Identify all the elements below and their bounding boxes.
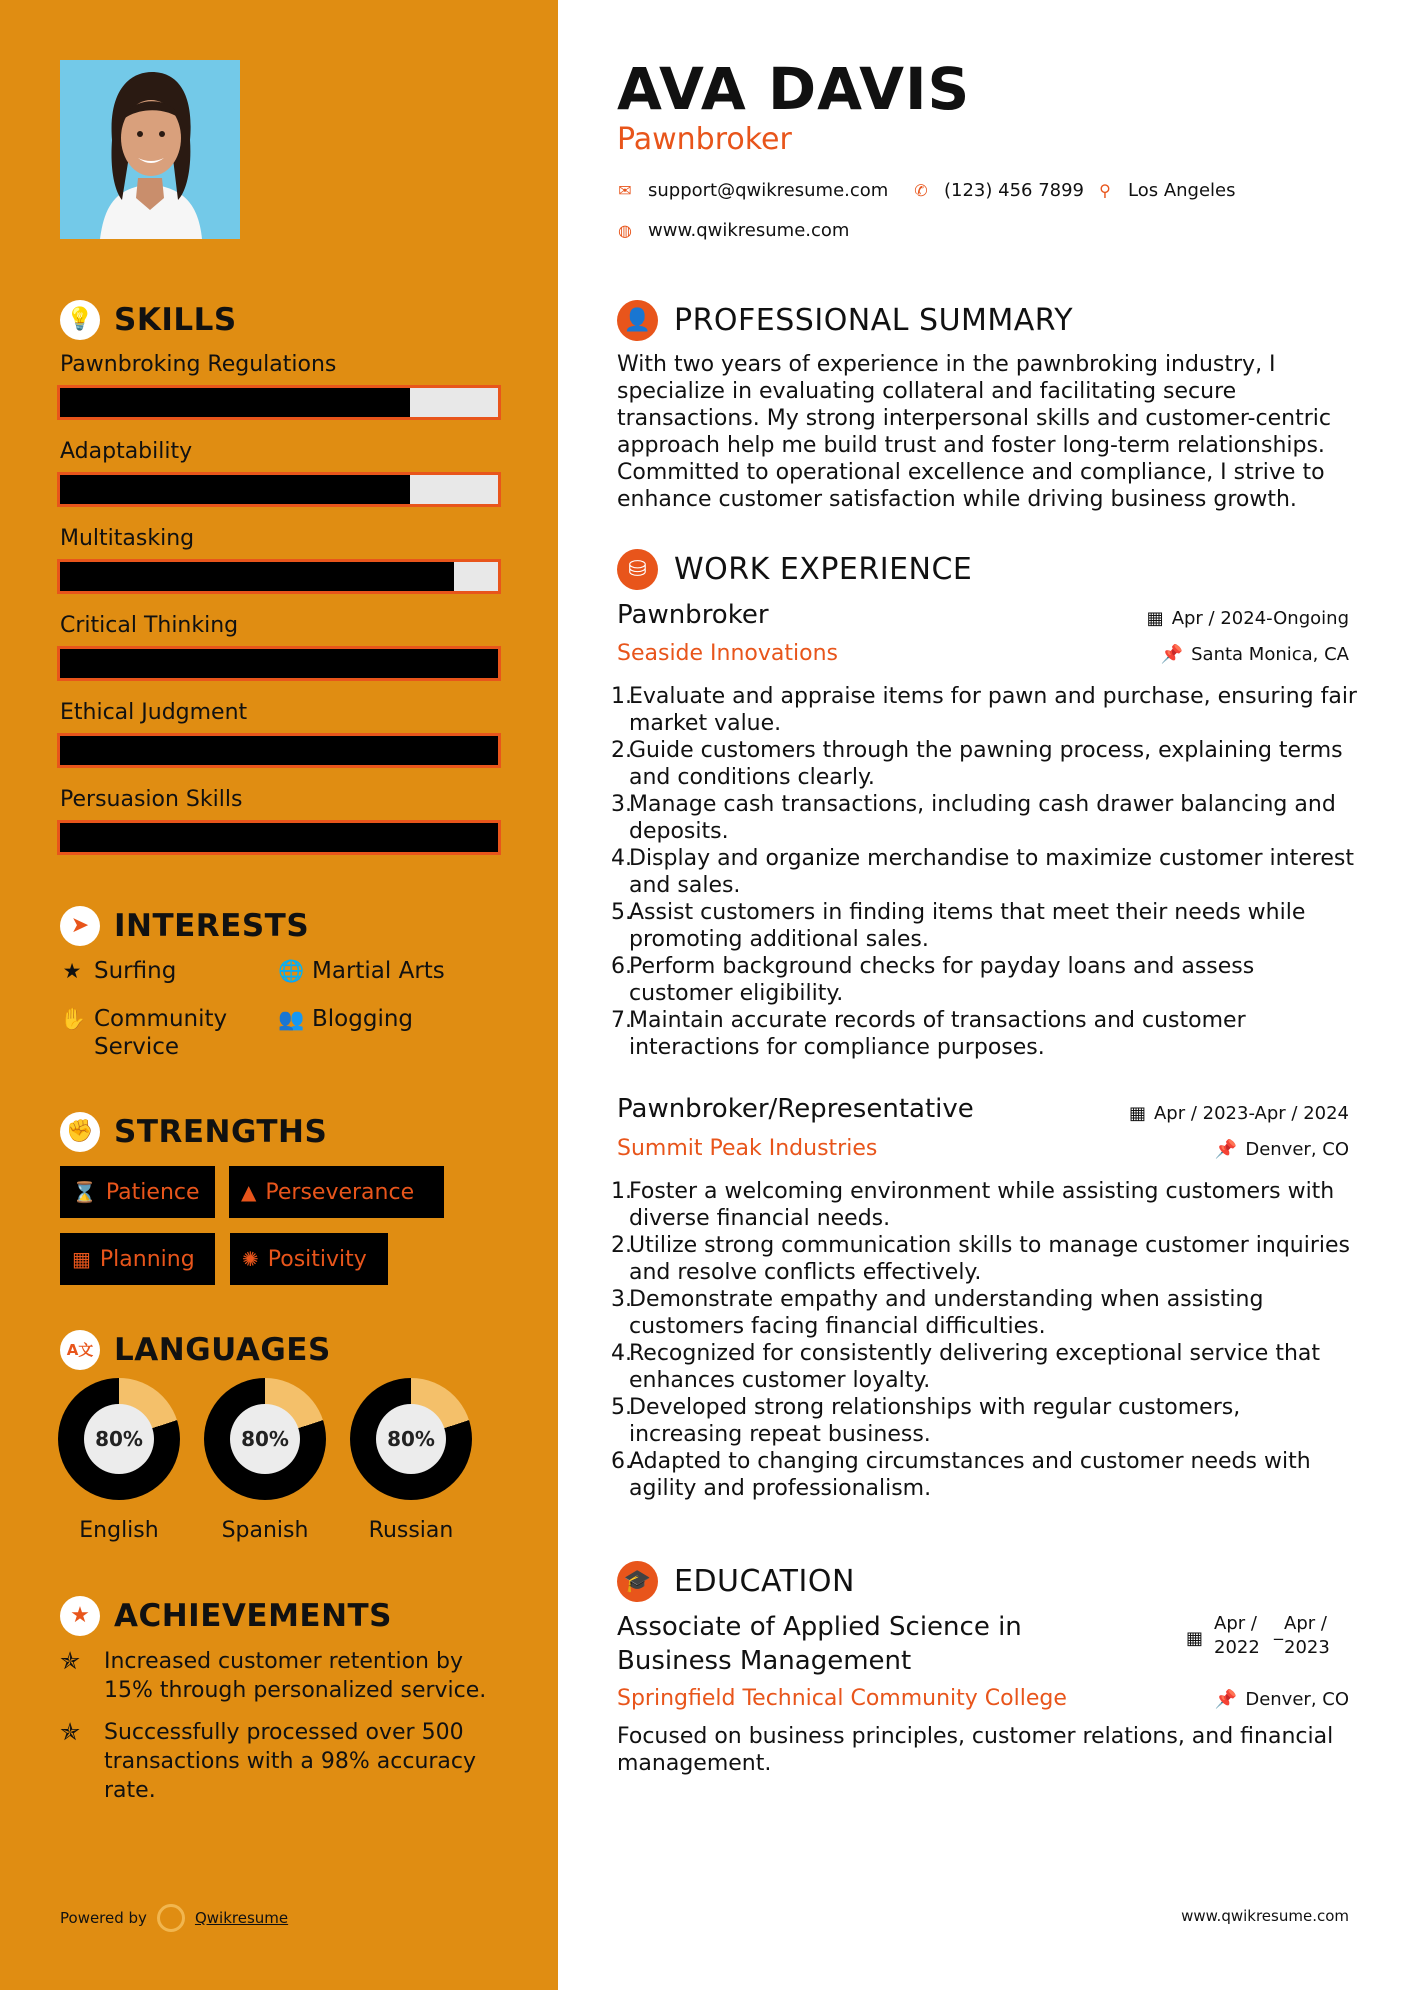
strength-tag xyxy=(60,1166,215,1218)
chair-icon: ⛁ xyxy=(617,549,658,590)
calendar-icon: ▦ xyxy=(72,1247,91,1271)
duty-text: Adapted to changing circumstances and customer needs with agility and professionalism. xyxy=(629,1449,1311,1501)
skill-name: Critical Thinking xyxy=(60,613,239,638)
job-title: Pawnbroker/Representative xyxy=(617,1094,974,1124)
company-name: Seaside Innovations xyxy=(617,641,838,666)
duty-number: 3. xyxy=(611,1287,632,1312)
user-icon: 👤 xyxy=(617,300,658,341)
duty-text: Display and organize merchandise to maximize customer interest and sales. xyxy=(629,846,1354,898)
achievement-text: Successfully processed over 500 transactions with a 98% accuracy rate. xyxy=(104,1720,477,1803)
duty-number: 1. xyxy=(611,1179,632,1204)
experience-title: WORK EXPERIENCE xyxy=(674,552,973,587)
duty-item xyxy=(611,1448,1357,1502)
skill-bar-fill xyxy=(60,388,410,417)
strength-tag xyxy=(229,1166,444,1218)
duty-item xyxy=(611,1286,1357,1340)
skill-name: Pawnbroking Regulations xyxy=(60,352,337,377)
skill-bar xyxy=(57,559,501,594)
star-icon: ★ xyxy=(62,959,82,983)
map-pin-icon: ⚲ xyxy=(1099,181,1111,200)
road-icon: ▲ xyxy=(241,1180,257,1204)
interest-label: Martial Arts xyxy=(312,958,445,984)
education-heading xyxy=(617,1561,855,1602)
achievements-heading xyxy=(60,1596,392,1636)
star-icon: ✯ xyxy=(60,1647,81,1675)
achievement-text: Increased customer retention by 15% through personalized service. xyxy=(104,1649,487,1703)
phone-text: (123) 456 7899 xyxy=(944,180,1085,201)
skill-bar-fill xyxy=(60,649,498,678)
skill-name: Persuasion Skills xyxy=(60,787,243,812)
duty-item xyxy=(611,683,1357,737)
duty-item xyxy=(611,737,1357,791)
duty-text: Utilize strong communication skills to manage customer inquiries and resolve conflicts effectively. xyxy=(629,1233,1351,1285)
language-ring xyxy=(58,1378,180,1500)
interest-label: Surfing xyxy=(94,958,177,984)
skill-name: Multitasking xyxy=(60,526,195,551)
interest-item xyxy=(60,1005,240,1061)
interests-heading xyxy=(60,906,309,946)
duty-text: Maintain accurate records of transactions and customer interactions for compliance purposes. xyxy=(629,1008,1246,1060)
footer-website[interactable]: www.qwikresume.com xyxy=(1181,1907,1349,1925)
hourglass-icon: ⌛ xyxy=(72,1180,97,1204)
website-text: www.qwikresume.com xyxy=(648,220,850,241)
strength-tag xyxy=(230,1233,388,1285)
star-icon: ✯ xyxy=(60,1718,81,1746)
education-location-text: Denver, CO xyxy=(1245,1689,1349,1710)
language-name: Spanish xyxy=(221,1518,309,1543)
job-dates xyxy=(1129,1103,1349,1124)
hand-icon: ✋ xyxy=(60,1007,87,1031)
skill-bar xyxy=(57,472,501,507)
contact-email[interactable] xyxy=(614,180,888,201)
email-text: support@qwikresume.com xyxy=(648,180,889,201)
duty-text: Developed strong relationships with regular customers, increasing repeat business. xyxy=(629,1395,1241,1447)
duty-item xyxy=(611,899,1357,953)
education-location xyxy=(1215,1689,1349,1710)
strength-label: Patience xyxy=(105,1179,200,1205)
language-ring xyxy=(350,1378,472,1500)
job-location xyxy=(1161,644,1349,665)
achievement-item xyxy=(60,1718,500,1805)
strength-tag xyxy=(60,1233,215,1285)
job-location-text: Santa Monica, CA xyxy=(1191,644,1349,665)
skill-bar xyxy=(57,733,501,768)
globe-icon: 🌐 xyxy=(278,959,305,983)
job-duties xyxy=(611,683,1357,1061)
duty-number: 4. xyxy=(611,846,632,871)
date-separator: _ xyxy=(1274,1620,1283,1641)
skills-title: SKILLS xyxy=(114,302,237,338)
contact-location xyxy=(1094,180,1236,201)
duty-text: Evaluate and appraise items for pawn and purchase, ensuring fair market value. xyxy=(629,684,1357,736)
pin-icon: 📌 xyxy=(1160,644,1184,665)
skill-name: Adaptability xyxy=(60,439,193,464)
language-name: Russian xyxy=(368,1518,454,1543)
degree-title: Associate of Applied Science in Business Management xyxy=(617,1612,1022,1676)
job-duties xyxy=(611,1178,1357,1502)
duty-item xyxy=(611,845,1357,899)
duty-item xyxy=(611,1232,1357,1286)
users-icon: 👥 xyxy=(278,1007,305,1031)
qwikresume-link[interactable]: Qwikresume xyxy=(194,1909,289,1927)
duty-text: Perform background checks for payday loans and assess customer eligibility. xyxy=(629,954,1255,1006)
summary-text: With two years of experience in the pawnbroking industry, I specialize in evaluating collateral and facilitating secure transactions. My strong interpersonal skills and customer-centric approach help me build trust and foster long-term relationships. Committed to operational excellence and compliance, I strive to enhance customer satisfaction while driving business growth. xyxy=(617,352,1331,512)
duty-number: 6. xyxy=(611,954,632,979)
envelope-icon: ✉ xyxy=(618,181,632,200)
calendar-icon: ▦ xyxy=(1128,1103,1146,1124)
language-percent: 80% xyxy=(230,1404,300,1474)
strength-label: Planning xyxy=(99,1246,195,1272)
fist-icon: ✊ xyxy=(60,1112,100,1152)
languages-title: LANGUAGES xyxy=(114,1332,331,1368)
duty-text: Foster a welcoming environment while assisting customers with diverse financial needs. xyxy=(629,1179,1335,1231)
languages-heading xyxy=(60,1330,331,1370)
interests-title: INTERESTS xyxy=(114,908,310,944)
skills-heading xyxy=(60,300,237,340)
job-dates xyxy=(1147,608,1349,629)
job-dates-text: Apr / 2023-Apr / 2024 xyxy=(1153,1103,1349,1124)
duty-item xyxy=(611,1394,1357,1448)
interest-label: Community Service xyxy=(94,1006,228,1060)
duty-item xyxy=(611,953,1357,1007)
candidate-name: AVA DAVIS xyxy=(617,55,971,123)
pin-icon: 📌 xyxy=(1214,1689,1238,1710)
education-description: Focused on business principles, customer relations, and financial management. xyxy=(617,1724,1334,1776)
achievements-title: ACHIEVEMENTS xyxy=(114,1598,393,1634)
location-text: Los Angeles xyxy=(1128,180,1236,201)
language-ring xyxy=(204,1378,326,1500)
duty-text: Recognized for consistently delivering exceptional service that enhances customer loyalty. xyxy=(629,1341,1321,1393)
job-title: Pawnbroker xyxy=(617,600,769,630)
duty-number: 1. xyxy=(611,684,632,709)
globe-icon: ◍ xyxy=(618,221,632,240)
strength-label: Perseverance xyxy=(265,1179,415,1205)
lightbulb-icon: 💡 xyxy=(60,300,100,340)
trophy-star-icon: ★ xyxy=(60,1596,100,1636)
strengths-heading xyxy=(60,1112,327,1152)
duty-number: 6. xyxy=(611,1449,632,1474)
sidebar xyxy=(0,0,558,1990)
duty-number: 2. xyxy=(611,1233,632,1258)
duty-number: 2. xyxy=(611,738,632,763)
duty-text: Guide customers through the pawning process, explaining terms and conditions clearly. xyxy=(629,738,1343,790)
language-name: English xyxy=(79,1518,159,1543)
skill-bar xyxy=(57,646,501,681)
language-percent: 80% xyxy=(376,1404,446,1474)
duty-item xyxy=(611,791,1357,845)
duty-item xyxy=(611,1007,1357,1061)
achievement-item xyxy=(60,1647,500,1705)
powered-by-label: Powered by xyxy=(60,1909,147,1927)
calendar-icon: ▦ xyxy=(1146,608,1164,629)
duty-item xyxy=(611,1178,1357,1232)
qwikresume-logo-icon xyxy=(157,1904,185,1932)
skill-name: Ethical Judgment xyxy=(60,700,248,725)
contact-website[interactable] xyxy=(614,220,849,241)
skill-bar xyxy=(57,820,501,855)
duty-text: Manage cash transactions, including cash drawer balancing and deposits. xyxy=(629,792,1336,844)
skill-bar-fill xyxy=(60,475,410,504)
job-location xyxy=(1215,1139,1349,1160)
duty-text: Demonstrate empathy and understanding when assisting customers facing financial difficulties. xyxy=(629,1287,1264,1339)
powered-by xyxy=(60,1904,288,1932)
education-end: Apr / 2023 xyxy=(1284,1613,1330,1658)
contact-phone[interactable] xyxy=(910,180,1084,201)
summary-heading xyxy=(617,300,1073,341)
summary-title: PROFESSIONAL SUMMARY xyxy=(674,303,1074,338)
duty-item xyxy=(611,1340,1357,1394)
phone-icon: ✆ xyxy=(914,181,928,200)
duty-text: Assist customers in finding items that meet their needs while promoting additional sales. xyxy=(629,900,1306,952)
duty-number: 4. xyxy=(611,1341,632,1366)
company-name: Summit Peak Industries xyxy=(617,1136,878,1161)
education-title: EDUCATION xyxy=(674,1564,855,1599)
interest-item xyxy=(60,957,260,985)
skill-bar-fill xyxy=(60,736,498,765)
skill-bar-fill xyxy=(60,562,454,591)
graduate-icon: 🎓 xyxy=(617,1561,658,1602)
language-percent: 80% xyxy=(84,1404,154,1474)
experience-heading xyxy=(617,549,972,590)
strengths-title: STRENGTHS xyxy=(114,1114,328,1150)
duty-number: 5. xyxy=(611,900,632,925)
interest-label: Blogging xyxy=(312,1006,414,1032)
sun-icon: ✺ xyxy=(242,1247,259,1271)
profile-photo xyxy=(60,60,240,239)
interest-item xyxy=(278,957,478,985)
language-icon: A文 xyxy=(60,1330,100,1370)
paper-plane-icon: ➤ xyxy=(60,906,100,946)
duty-number: 3. xyxy=(611,792,632,817)
candidate-role: Pawnbroker xyxy=(617,122,792,157)
duty-number: 5. xyxy=(611,1395,632,1420)
strength-label: Positivity xyxy=(267,1246,367,1272)
job-dates-text: Apr / 2024-Ongoing xyxy=(1171,608,1349,629)
interest-item xyxy=(278,1005,478,1033)
skill-bar-fill xyxy=(60,823,498,852)
calendar-icon: ▦ xyxy=(1186,1628,1204,1649)
skill-bar xyxy=(57,385,501,420)
job-location-text: Denver, CO xyxy=(1245,1139,1349,1160)
education-start: Apr / 2022 xyxy=(1214,1613,1260,1658)
duty-number: 7. xyxy=(611,1008,632,1033)
school-name: Springfield Technical Community College xyxy=(617,1686,1067,1711)
pin-icon: 📌 xyxy=(1214,1139,1238,1160)
